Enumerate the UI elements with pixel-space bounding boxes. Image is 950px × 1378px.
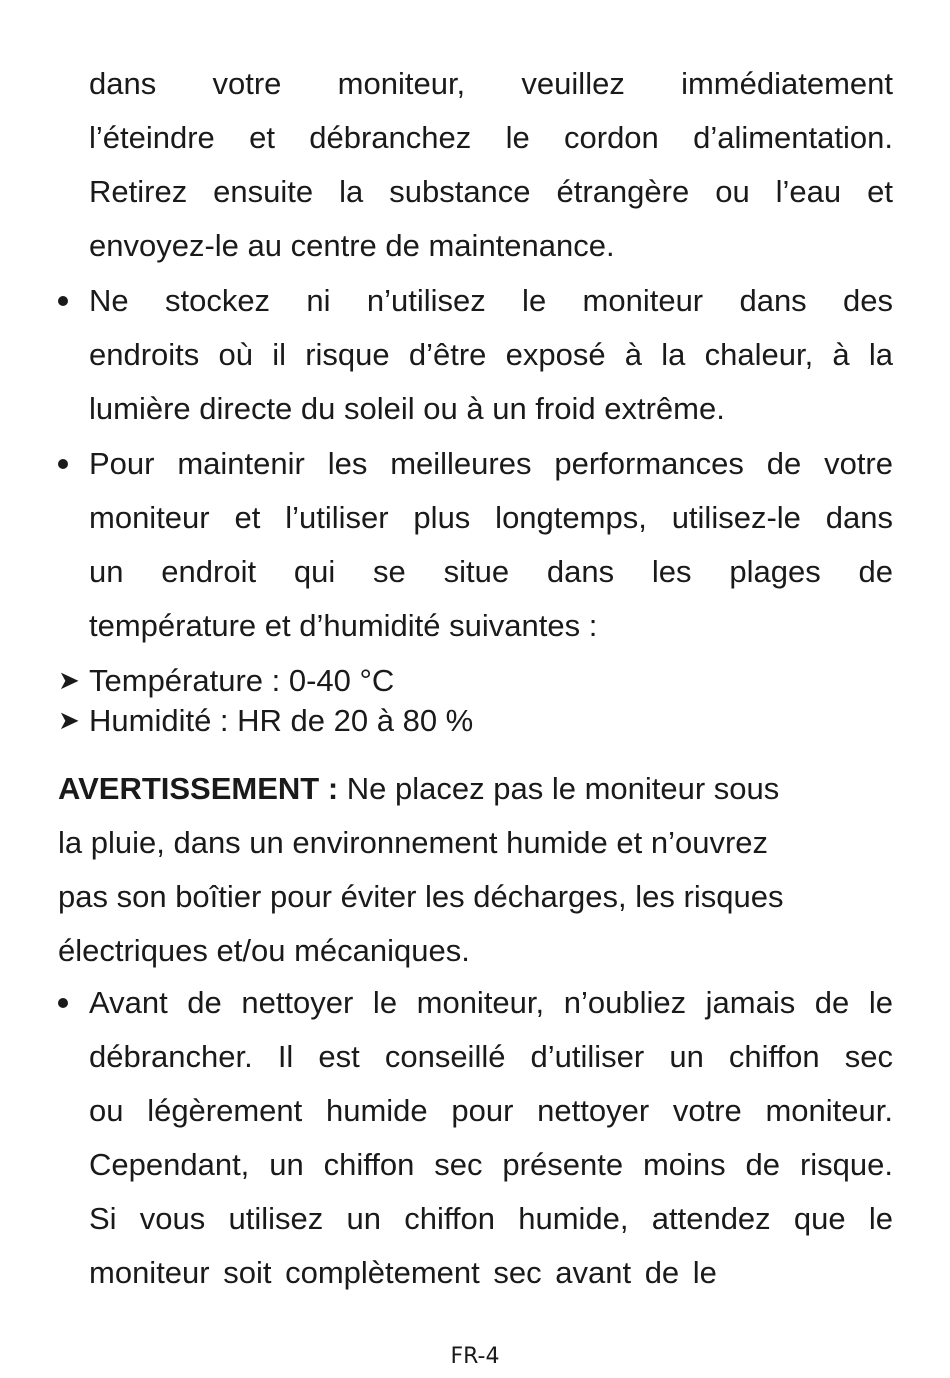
warning-line-1 xyxy=(58,769,779,809)
storage-line-1: Ne stockez ni n’utilisez le moniteur dans des xyxy=(89,283,893,318)
intro-line-2: l’éteindre et débranchez le cordon d’alimentation. xyxy=(89,120,893,155)
performance-line-1: Pour maintenir les meilleures performances de votre xyxy=(89,446,893,481)
cleaning-line-1: Avant de nettoyer le moniteur, n’oubliez jamais de le xyxy=(89,985,893,1020)
warning-line-3: pas son boîtier pour éviter les décharges, les risques xyxy=(58,879,784,914)
warning-text-start: Ne placez pas le moniteur sous xyxy=(338,771,780,806)
performance-line-3: un endroit qui se situe dans les plages de xyxy=(89,554,893,589)
storage-line-2: endroits où il risque d’être exposé à la chaleur, à la xyxy=(89,337,893,372)
bullet-dot-icon xyxy=(58,296,68,306)
storage-line-3: lumière directe du soleil ou à un froid extrême. xyxy=(89,391,725,426)
intro-line-3: Retirez ensuite la substance étrangère ou l’eau et xyxy=(89,174,893,209)
humidity-item: Humidité : HR de 20 à 80 % xyxy=(89,703,474,738)
bullet-dot-icon xyxy=(58,459,68,469)
performance-line-4: température et d’humidité suivantes : xyxy=(89,608,598,643)
arrow-bullet-icon: ➤ xyxy=(58,666,80,696)
cleaning-line-6: moniteur soit complètement sec avant de le xyxy=(89,1255,717,1290)
cleaning-line-3: ou légèrement humide pour nettoyer votre moniteur. xyxy=(89,1093,893,1128)
arrow-bullet-icon: ➤ xyxy=(58,706,80,736)
bullet-dot-icon xyxy=(58,998,68,1008)
warning-line-2: la pluie, dans un environnement humide et n’ouvrez xyxy=(58,825,769,860)
temperature-item: Température : 0-40 °C xyxy=(89,663,395,698)
intro-line-1: dans votre moniteur, veuillez immédiatement xyxy=(89,66,893,101)
cleaning-line-4: Cependant, un chiffon sec présente moins de risque. xyxy=(89,1147,893,1182)
intro-line-4: envoyez-le au centre de maintenance. xyxy=(89,228,615,263)
warning-label: AVERTISSEMENT : xyxy=(58,771,339,806)
page-number: FR-4 xyxy=(450,1344,500,1369)
warning-line-4: électriques et/ou mécaniques. xyxy=(58,933,470,968)
performance-line-2: moniteur et l’utiliser plus longtemps, utilisez-le dans xyxy=(89,500,893,535)
cleaning-line-5: Si vous utilisez un chiffon humide, attendez que le xyxy=(89,1201,893,1236)
cleaning-line-2: débrancher. Il est conseillé d’utiliser un chiffon sec xyxy=(89,1039,893,1074)
